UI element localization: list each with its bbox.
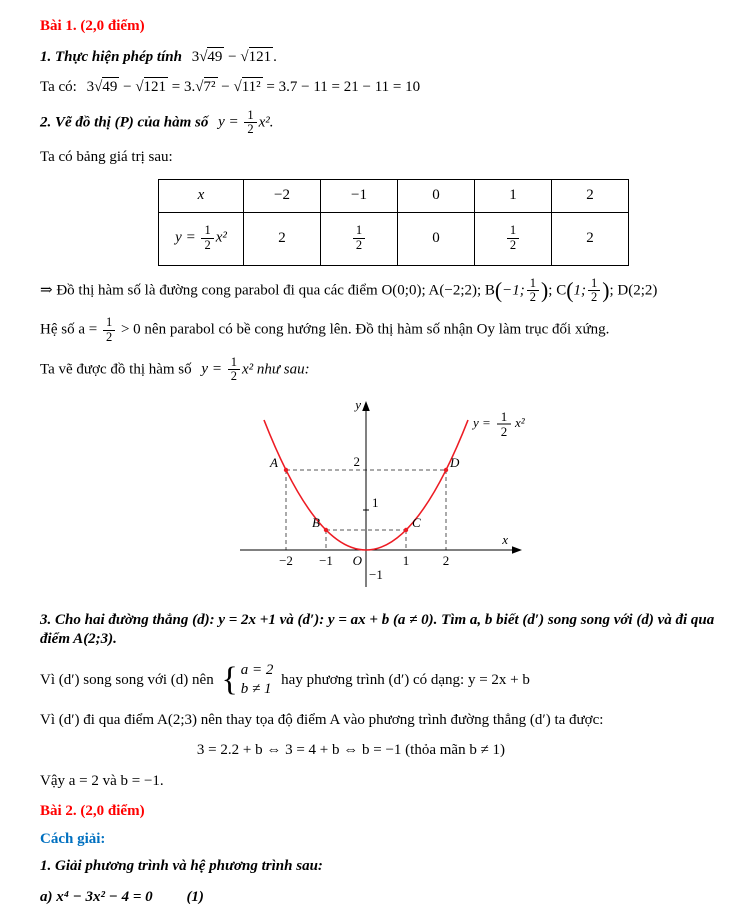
point-D [444,468,448,472]
result: = 3.7 − 11 = 21 − 11 = 10 [266,79,420,95]
sqrt-7sq: √7² [195,77,217,95]
equation-a-expr: a) x⁴ − 3x² − 4 = 0 [40,889,153,905]
problem-2-1-heading: 1. Giải phương trình và hệ phương trình sau: [40,857,722,877]
equals-term: = 3. [172,79,195,95]
x-squared: x² [216,230,227,246]
vi1-text-2: hay phương trình (d′) có dạng: y = 2x + b [281,671,530,687]
half-fraction: $\frac{1}{2}$ [201,224,213,253]
method-heading: Cách giải: [40,830,722,850]
open-paren: ( [495,278,502,302]
conclusion: Vậy a = 2 và b = −1. [40,772,722,792]
radical-sign: √ [94,79,102,95]
substitution-note: Vì (d′) đi qua điểm A(2;3) nên thay tọa độ điểm A vào phương trình đường thẳng (d′) ta được: [40,711,722,731]
x-squared: x². [259,114,274,130]
half-fraction: $\frac{1}{2}$ [244,109,256,138]
minus-sign: − [123,79,131,95]
parabola-graph-container [216,395,546,600]
table-cell: 2 [552,212,629,265]
equation-a-number: (1) [186,889,204,905]
coefficient-note [40,316,722,345]
solution-1 [40,78,722,98]
system-rows [241,661,274,700]
point-C-label: C [412,515,421,530]
x-tick-neg2: −2 [279,553,293,568]
problem-1-heading [40,48,722,68]
graph-intro-tail: x² như sau: [242,361,310,377]
y-axis-arrow [362,401,370,411]
parabola-graph [216,395,546,593]
y-equals: y = [175,230,196,246]
table-row-x [159,179,629,212]
table-cell: 2 [244,212,321,265]
curve-equation-label [471,409,526,439]
point-C [404,528,408,532]
table-cell: −1 [321,179,398,212]
problem-2-heading [40,109,722,138]
brace: { [221,663,237,697]
sqrt-121: √121 [240,47,273,65]
solution-1-prefix: Ta có: [40,79,77,95]
table-cell: 0 [398,212,475,265]
y-tick-neg1: −1 [369,567,383,582]
arrow-text: ⇒ Đồ thị hàm số là đường cong parabol đi qua các điểm O(0;0); A(−2;2); B [40,282,495,298]
values-table [158,179,629,266]
table-header-x: x [159,179,244,212]
radical-sign: √ [240,49,248,65]
curve-label-num: 1 [501,409,508,424]
table-header-y [159,212,244,265]
table-cell-frac [475,212,552,265]
point-A-label: A [269,455,278,470]
point-D-label: D [449,455,460,470]
heso-text: Hệ số a = [40,322,97,338]
function-y-equals: y = [218,114,239,130]
curve-label-pre: y = [471,415,491,430]
close-paren: ) [541,278,548,302]
point-c-arg: 1; [573,282,586,298]
conclusion-arrow [40,277,722,306]
graph-intro [40,356,722,385]
bai2-title: Bài 2. (2,0 điểm) [40,802,722,822]
half-fraction: $\frac{1}{2}$ [103,316,115,345]
table-cell: 2 [552,179,629,212]
sqrt-121: √121 [135,77,168,95]
coefficient: 3 [192,49,200,65]
radical-sign: √ [233,79,241,95]
sqrt-49: √49 [94,77,119,95]
minus-sign: − [228,49,236,65]
heso-text-2: > 0 nên parabol có bề cong hướng lên. Đồ thị hàm số nhận Oy làm trục đối xứng. [121,322,609,338]
x-axis-arrow [512,546,522,554]
condition-b: b ≠ 1 [241,680,274,700]
open-paren: ( [566,278,573,302]
half-fraction: $\frac{1}{2}$ [527,277,539,306]
table-cell: 1 [475,179,552,212]
sqrt-49: √49 [199,47,224,65]
half-fraction: $\frac{1}{2}$ [228,356,240,385]
point-b-arg: −1; [502,282,525,298]
graph-intro-text: Ta vẽ được đồ thị hàm số [40,361,192,377]
problem-1-label: 1. Thực hiện phép tính [40,49,182,65]
table-intro: Ta có bảng giá trị sau: [40,148,722,168]
condition-a: a = 2 [241,661,274,681]
y-equals: y = [201,361,222,377]
radical-sign: √ [135,79,143,95]
half-fraction: $\frac{1}{2}$ [353,224,365,253]
solution-1-math [87,79,420,95]
x-axis-label: x [501,532,508,547]
problem-2-label: 2. Vẽ đồ thị (P) của hàm số [40,114,208,130]
term: 3 [87,79,95,95]
point-B-label: B [312,515,320,530]
curve-label-den: 2 [501,424,508,439]
half-fraction: $\frac{1}{2}$ [588,277,600,306]
point-c-label: ; C [548,282,566,298]
origin-label: O [353,553,363,568]
y-tick-1: 1 [372,495,379,510]
table-cell: −2 [244,179,321,212]
x-tick-neg1: −1 [319,553,333,568]
problem-3-heading: 3. Cho hai đường thẳng (d): y = 2x +1 và (d′): y = ax + b (a ≠ 0). Tìm a, b biết (d′) song song với (d) và đi qua điểm A(2;3). [40,611,722,650]
half-fraction: $\frac{1}{2}$ [507,224,519,253]
x-tick-1: 1 [403,553,410,568]
equation-a [40,888,722,907]
system-of-conditions [221,661,273,700]
point-B [324,528,328,532]
sqrt-11sq: √11² [233,77,262,95]
table-row-y [159,212,629,265]
point-d-label: ; D(2;2) [609,282,657,298]
y-tick-2: 2 [354,454,361,469]
table-cell-frac [321,212,398,265]
point-A [284,468,288,472]
curve-label-post: x² [514,415,526,430]
period: . [273,49,277,65]
bai1-title: Bài 1. (2,0 điểm) [40,17,722,37]
equation-line: 3 = 2.2 + b ⇔ 3 = 4 + b ⇔ b = −1 (thỏa mãn b ≠ 1) [40,741,662,761]
radical-sign: √ [199,49,207,65]
x-tick-2: 2 [443,553,450,568]
close-paren: ) [602,278,609,302]
radical-sign: √ [195,79,203,95]
parallel-reasoning [40,661,722,700]
vi1-text: Vì (d′) song song với (d) nên [40,671,214,687]
minus-sign: − [221,79,229,95]
problem-1-math [192,49,277,65]
y-axis-label: y [353,397,361,412]
table-cell: 0 [398,179,475,212]
